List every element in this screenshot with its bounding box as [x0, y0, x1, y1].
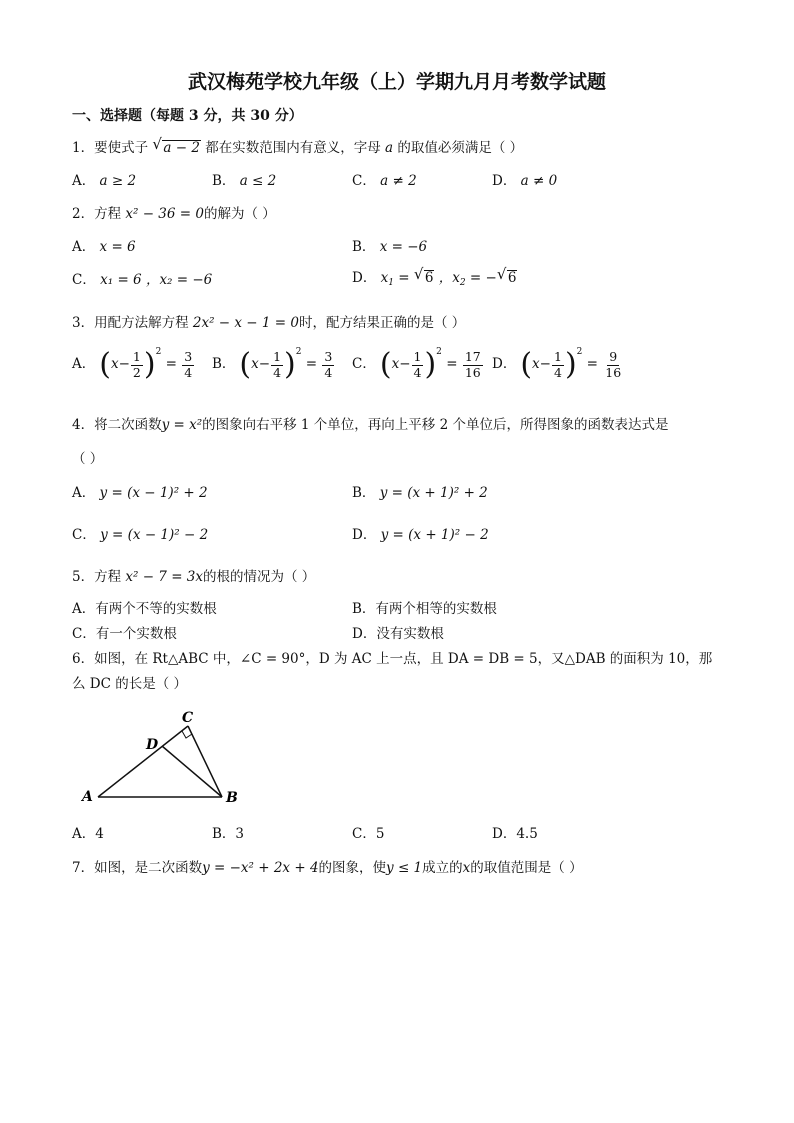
q1-option-c: C． a ≠ 2: [352, 173, 417, 189]
q1-option-b: B． a ≤ 2: [212, 173, 277, 189]
q2-equation: x² − 36 = 0: [125, 206, 204, 222]
q6-option-c: C．5: [352, 826, 385, 842]
label-d: D: [146, 737, 159, 753]
q4-option-a: A． y = (x − 1)² + 2: [72, 485, 208, 501]
q1-tail: 的取值必须满足（ ）: [397, 140, 524, 156]
q1-var: a: [385, 140, 394, 156]
q3-option-b: B． ( x − $\frac{1}{4}$ ) 2 = $\frac{3}{4}$: [212, 347, 333, 382]
q3-option-d: D． ( x − $\frac{1}{4}$ ) 2 = $\frac{9}{16}$: [492, 347, 622, 382]
question-6-line-2: 么 DC 的长是（ ）: [72, 676, 188, 692]
q6-option-b: B．3: [212, 826, 245, 842]
q1-option-d: D． a ≠ 0: [492, 173, 558, 189]
q2-option-a: A． x = 6: [72, 239, 136, 255]
q3-option-a: A． ( x − $\frac{1}{2}$ ) 2 = $\frac{3}{4}$: [72, 347, 193, 382]
question-7: 7．如图，是二次函数y = −x² + 2x + 4的图象，使y ≤ 1成立的x的取值范围是（ ）: [72, 860, 583, 876]
q6-option-a: A．4: [72, 826, 104, 842]
q1-suffix: 都在实数范围内有意义，字母: [205, 140, 381, 156]
q5-option-a: A．有两个不等的实数根: [72, 601, 217, 617]
q2-option-d: D． $x_1$ = √ 6 ，$x_2$ = − √ 6: [352, 265, 517, 288]
q1-radical: √ a − 2: [152, 135, 200, 156]
side-cb: [188, 726, 222, 797]
section-heading: 一、选择题（每题 3 分，共 30 分）: [72, 108, 303, 124]
q4-answer-paren: （ ）: [72, 451, 104, 467]
question-6-line-1: 6．如图，在 Rt△ABC 中，∠C = 90°，D 为 AC 上一点，且 DA = DB = 5，又△DAB 的面积为 10，那: [72, 651, 713, 667]
segment-db: [162, 746, 222, 797]
q7-equation: y = −x² + 2x + 4: [202, 860, 319, 876]
page-title: 武汉梅苑学校九年级（上）学期九月月考数学试题: [187, 71, 606, 93]
q3-option-c: C． ( x − $\frac{1}{4}$ ) 2 = $\frac{17}{16}$: [352, 347, 481, 382]
label-c: C: [182, 710, 194, 726]
q7-condition: y ≤ 1: [386, 860, 423, 876]
question-4: 4．将二次函数y = x²的图象向右平移 1 个单位，再向上平移 2 个单位后，所得图象的函数表达式是: [72, 417, 669, 433]
question-2: 2．方程 x² − 36 = 0的解为（ ）: [72, 206, 276, 222]
q5-equation: x² − 7 = 3x: [125, 569, 203, 585]
question-3: 3．用配方法解方程 2x² − x − 1 = 0时，配方结果正确的是（ ）: [72, 315, 466, 331]
q4-option-d: D． y = (x + 1)² − 2: [352, 527, 489, 543]
q4-option-c: C． y = (x − 1)² − 2: [72, 527, 209, 543]
question-5: 5．方程 x² − 7 = 3x的根的情况为（ ）: [72, 569, 316, 585]
q1-option-a: A． a ≥ 2: [72, 173, 137, 189]
q1-radicand: a − 2: [163, 140, 200, 156]
side-ac: [98, 726, 188, 797]
q3-equation: 2x² − x − 1 = 0: [192, 315, 299, 331]
q5-option-b: B．有两个相等的实数根: [352, 601, 497, 617]
q1-prefix: 1．要使式子: [72, 140, 149, 156]
q6-option-d: D．4.5: [492, 826, 538, 842]
question-1: [72, 135, 524, 156]
q4-equation: y = x²: [161, 417, 203, 433]
q5-option-c: C．有一个实数根: [72, 626, 177, 642]
q4-option-b: B． y = (x + 1)² + 2: [352, 485, 488, 501]
q2-option-c: C． x₁ = 6 ，x₂ = −6: [72, 272, 213, 288]
label-b: B: [226, 790, 238, 805]
triangle-figure: [70, 705, 260, 805]
q2-option-b: B． x = −6: [352, 239, 428, 255]
q5-option-d: D．没有实数根: [352, 626, 444, 642]
label-a: A: [82, 789, 93, 805]
